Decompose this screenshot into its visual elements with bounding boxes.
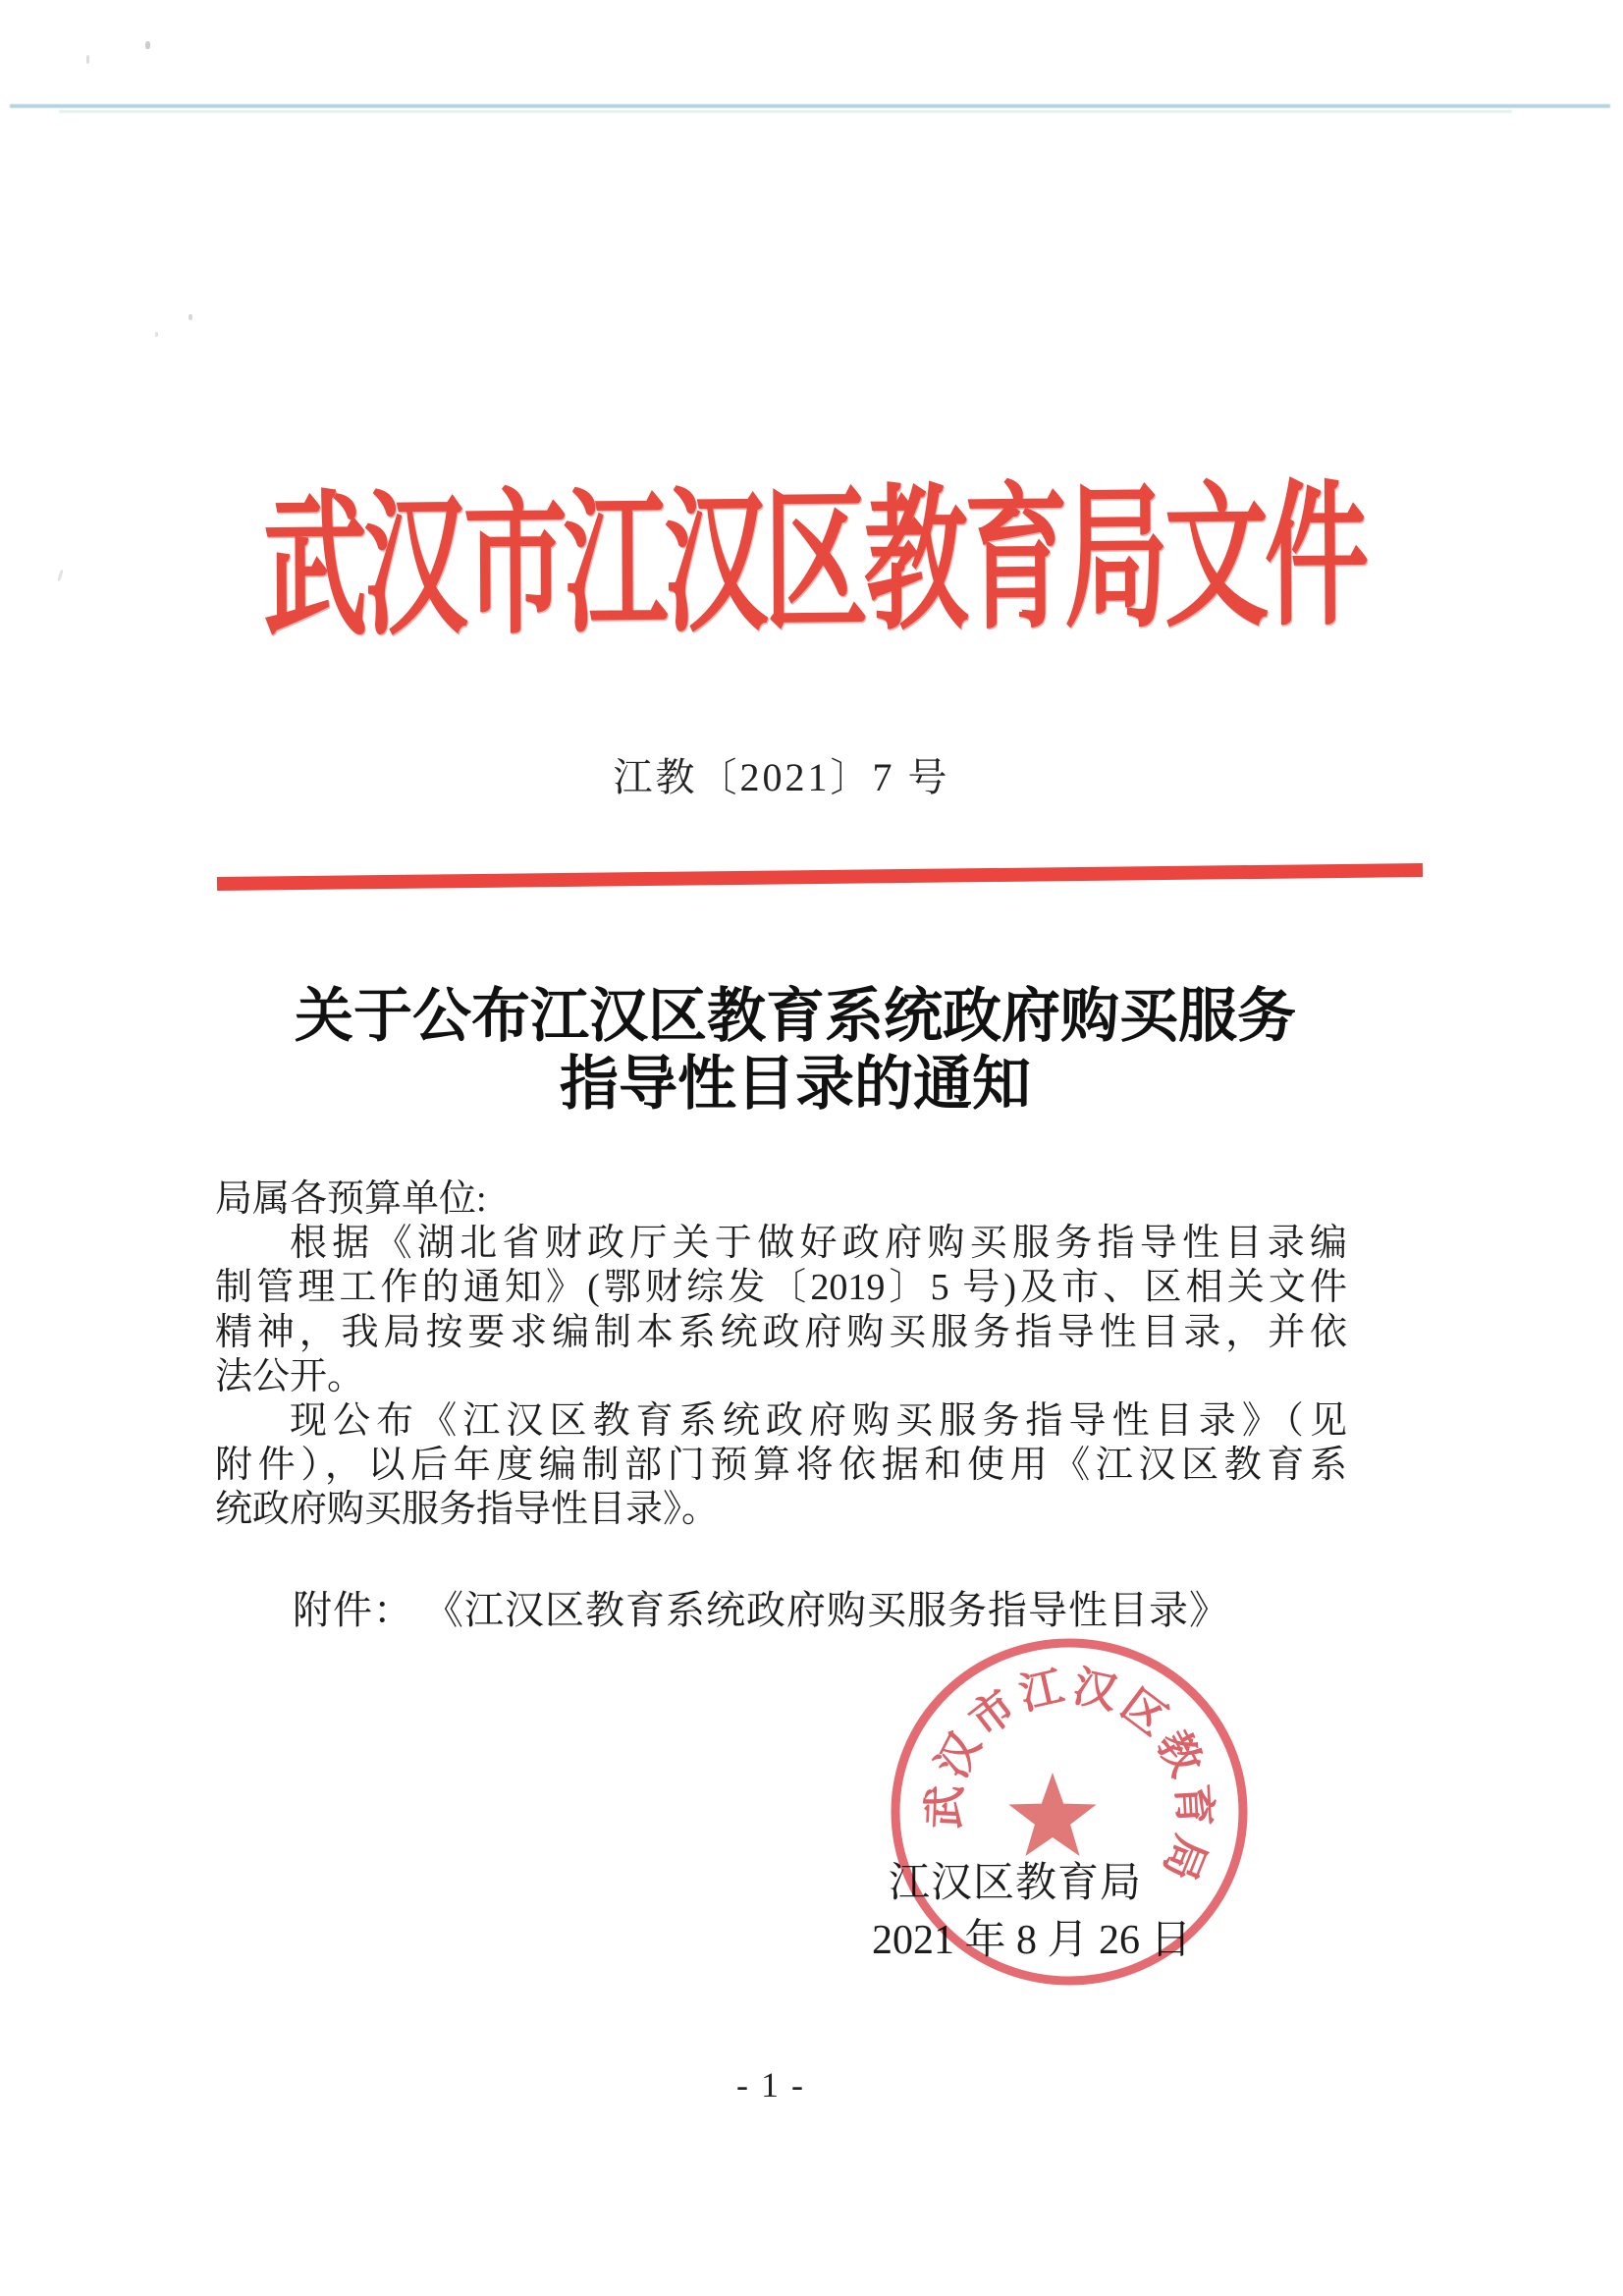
red-separator-rule: [217, 863, 1423, 891]
official-seal: [883, 1625, 1256, 1998]
seal-arc-text: 武汉市江汉区教育局: [920, 1662, 1218, 1887]
scan-speck: [155, 332, 158, 337]
body-line: 精神，我局按要求编制本系统政府购买服务指导性目录，并依: [215, 1311, 1347, 1353]
signature-date: 2021 年 8 月 26 日: [872, 1918, 1192, 1963]
seal-star-icon: [1008, 1773, 1096, 1856]
scan-speck: [145, 41, 150, 49]
scan-artifact-line: [59, 110, 1512, 113]
body-line: 制管理工作的通知》(鄂财综发〔2019〕5 号)及市、区相关文件: [215, 1267, 1347, 1309]
scan-speck: [57, 570, 64, 581]
body-line: 根据《湖北省财政厅关于做好政府购买服务指导性目录编: [290, 1223, 1347, 1265]
red-header-banner-title: 武汉市江汉区教育局文件: [262, 470, 1366, 655]
body-line: 法公开。: [215, 1355, 365, 1397]
signature-agency: 江汉区教育局: [889, 1861, 1143, 1906]
salutation: 局属各预算单位:: [215, 1178, 487, 1220]
notice-title-line2: 指导性目录的通知: [560, 1052, 1031, 1117]
scan-speck: [189, 314, 192, 320]
body-text: [215, 1177, 1347, 1533]
page-number: - 1 -: [736, 2065, 805, 2105]
notice-title-line1: 关于公布江汉区教育系统政府购买服务: [295, 984, 1296, 1049]
scan-artifact-line: [10, 104, 1610, 108]
body-line: 附件），以后年度编制部门预算将依据和使用《江汉区教育系: [215, 1445, 1347, 1487]
notice-title: [216, 983, 1375, 1119]
scan-speck: [86, 55, 89, 64]
svg-text:武汉市江汉区教育局: [920, 1663, 1218, 1887]
body-line: 现公布《江汉区教育系统政府购买服务指导性目录》（见: [290, 1400, 1347, 1443]
body-line: 统政府购买服务指导性目录》。: [215, 1489, 720, 1531]
attachment-line: 附件： 《江汉区教育系统政府购买服务指导性目录》: [293, 1588, 1229, 1632]
document-number: 江教〔2021〕7 号: [613, 755, 950, 799]
